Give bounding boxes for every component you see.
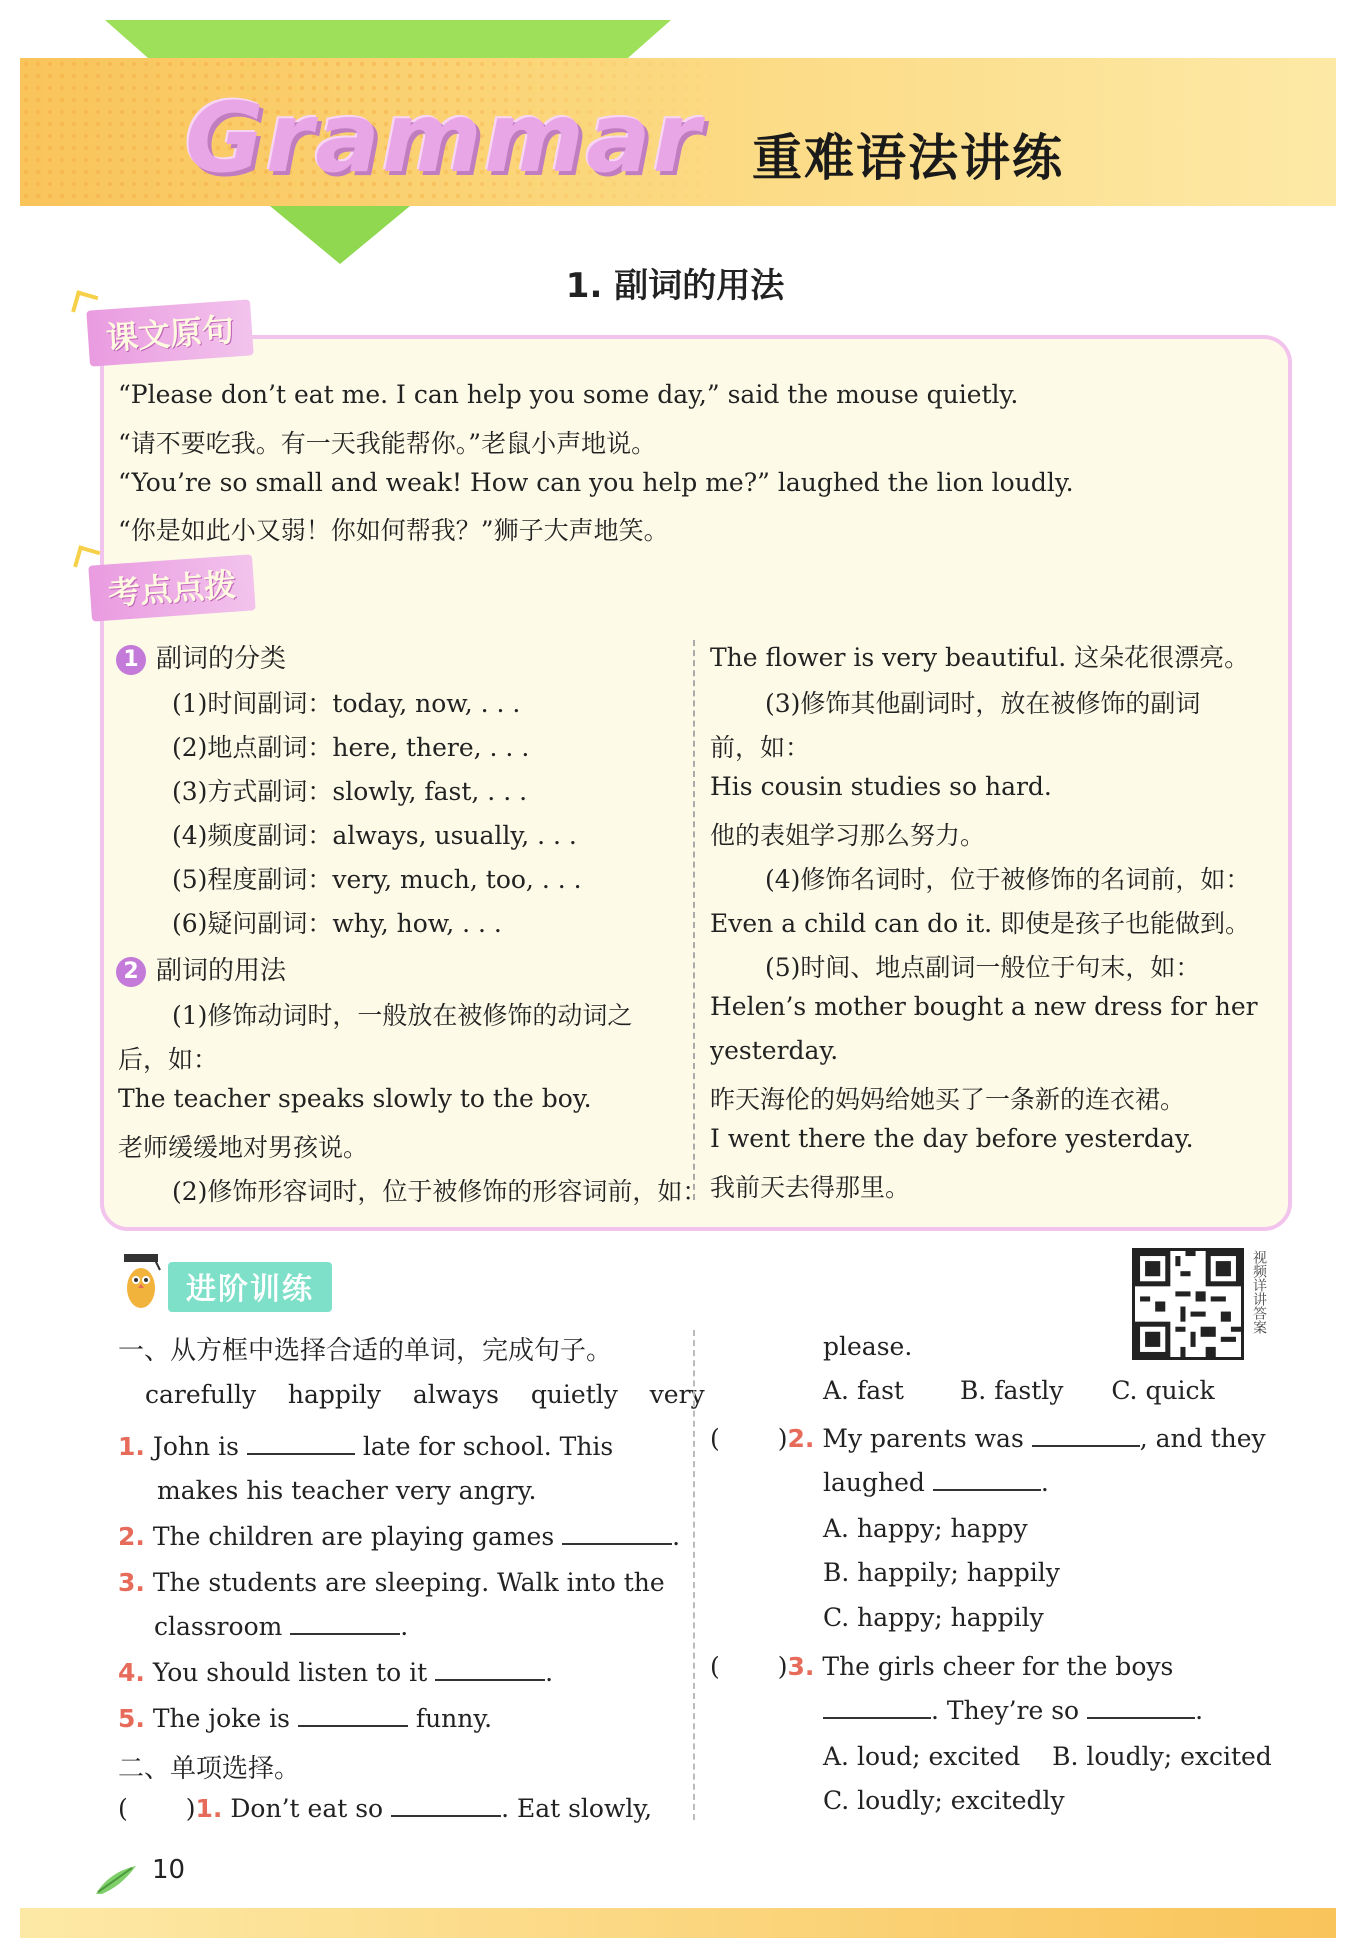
column-divider	[693, 1330, 695, 1820]
option-a[interactable]: A. loud; excited	[823, 1742, 1021, 1771]
answer-blank[interactable]	[435, 1679, 545, 1681]
header-title: 重难语法讲练	[752, 129, 1064, 187]
qr-code-icon[interactable]	[1132, 1248, 1244, 1360]
section-title: 1. 副词的用法	[565, 266, 785, 306]
original-sentence-2-cn: “你是如此小又弱！你如何帮我？”狮子大声地笑。	[118, 516, 669, 545]
tag-original-sentences: 课文原句	[86, 299, 254, 366]
category-frequency: (4)频度副词：always, usually, . . .	[172, 821, 577, 850]
part2-question-3-option-c[interactable]: C. loudly; excitedly	[823, 1786, 1065, 1815]
question-text: funny.	[415, 1704, 493, 1733]
answer-blank[interactable]	[933, 1489, 1041, 1491]
category-manner: (3)方式副词：slowly, fast, . . .	[172, 777, 528, 806]
category-place: (2)地点副词：here, there, . . .	[172, 733, 530, 762]
question-text: The joke is	[152, 1704, 290, 1733]
usage-position-example-cont: yesterday.	[710, 1036, 839, 1065]
word-box	[145, 1380, 705, 1409]
part2-question-3-cont: . They’re so .	[823, 1696, 1203, 1725]
word-option: happily	[287, 1380, 382, 1409]
question-number: 2.	[118, 1522, 145, 1551]
question-text: , and they	[1139, 1424, 1266, 1453]
part1-question-3-cont: classroom .	[154, 1612, 409, 1641]
answer-blank[interactable]	[562, 1543, 672, 1545]
question-text: laughed	[823, 1468, 925, 1497]
original-sentence-1-cn: “请不要吃我。有一天我能帮你。”老鼠小声地说。	[118, 429, 657, 458]
usage-noun-example: Even a child can do it. 即使是孩子也能做到。	[710, 909, 1251, 938]
word-option: quietly	[530, 1380, 618, 1409]
part1-question-4: 4. You should listen to it .	[118, 1658, 554, 1687]
example-adjective: The flower is very beautiful. 这朵花很漂亮。	[710, 643, 1250, 672]
word-option: very	[649, 1380, 705, 1409]
answer-blank[interactable]	[290, 1633, 400, 1635]
question-number: 2.	[787, 1424, 815, 1453]
tag-practice: 进阶训练	[168, 1262, 332, 1312]
part1-question-5	[118, 1704, 492, 1733]
category-interrogative: (6)疑问副词：why, how, . . .	[172, 909, 502, 938]
option-a[interactable]: A. fast	[823, 1376, 904, 1405]
part1-title: 一、从方框中选择合适的单词，完成句子。	[118, 1336, 613, 1366]
answer-blank[interactable]	[1032, 1445, 1140, 1447]
question-text: late for school. This	[362, 1432, 614, 1461]
owl-mascot-icon	[118, 1252, 164, 1312]
original-sentence-1: “Please don’t eat me. I can help you some day,” said the mouse quietly.	[118, 380, 1019, 409]
usage-position-example: Helen’s mother bought a new dress for her	[710, 992, 1258, 1021]
qr-code-label: 视频详讲答案	[1251, 1250, 1267, 1334]
leaf-decoration-icon	[92, 1860, 140, 1900]
part2-question-2-option-c[interactable]: C. happy; happily	[823, 1603, 1044, 1632]
category-degree: (5)程度副词：very, much, too, . . .	[172, 865, 582, 894]
grammar-word-logo: Grammar	[185, 82, 703, 194]
question-number: 5.	[118, 1704, 145, 1733]
heading-adverb-usage-text: 副词的用法	[156, 956, 287, 986]
part2-question-2-option-a[interactable]: A. happy; happy	[823, 1514, 1028, 1543]
word-option: carefully	[145, 1380, 257, 1409]
question-number: 3.	[787, 1652, 815, 1681]
part2-question-2-option-b[interactable]: B. happily; happily	[823, 1558, 1060, 1587]
part2-question-3-options	[823, 1742, 1272, 1771]
part2-question-1-cont: please.	[823, 1332, 913, 1361]
answer-blank[interactable]	[391, 1815, 501, 1817]
page-number: 10	[152, 1855, 186, 1885]
part2-question-1: ( )1. Don’t eat so . Eat slowly,	[118, 1794, 653, 1823]
option-b[interactable]: B. loudly; excited	[1052, 1742, 1272, 1771]
option-c[interactable]: C. quick	[1111, 1376, 1215, 1405]
answer-blank[interactable]	[247, 1453, 355, 1455]
heading-number-2: 2	[116, 957, 146, 987]
question-number: 3.	[118, 1568, 145, 1597]
question-text: John is	[152, 1432, 239, 1461]
part2-question-1-options	[823, 1376, 1215, 1405]
word-option: always	[412, 1380, 500, 1409]
option-b[interactable]: B. fastly	[959, 1376, 1064, 1405]
question-text: Don’t eat so	[230, 1794, 384, 1823]
usage-adverb-rule-cont: 前，如：	[710, 733, 811, 762]
answer-blank[interactable]	[1087, 1717, 1195, 1719]
original-sentence-2: “You’re so small and weak! How can you help me?” laughed the lion loudly.	[118, 468, 1074, 497]
question-text: The students are sleeping. Walk into the	[152, 1568, 665, 1597]
tag-key-points: 考点点拨	[88, 554, 256, 621]
usage-adverb-rule: (3)修饰其他副词时，放在被修饰的副词	[765, 689, 1201, 718]
answer-blank[interactable]	[823, 1717, 931, 1719]
usage-verb-rule-cont: 后，如：	[118, 1045, 219, 1074]
column-divider	[693, 640, 695, 1200]
header-triangle-decoration	[270, 206, 410, 264]
usage-position-example-cn: 昨天海伦的妈妈给她买了一条新的连衣裙。	[710, 1085, 1186, 1114]
question-text: My parents was	[822, 1424, 1024, 1453]
question-text: classroom	[154, 1612, 283, 1641]
question-number: 4.	[118, 1658, 145, 1687]
question-number: 1.	[195, 1794, 223, 1823]
part1-question-3	[118, 1568, 665, 1597]
question-text: . They’re so	[931, 1696, 1080, 1725]
question-text: The girls cheer for the boys	[822, 1652, 1174, 1681]
usage-position-rule: (5)时间、地点副词一般位于句末，如：	[765, 953, 1201, 982]
heading-number-1: 1	[116, 645, 146, 675]
part1-question-1-cont: makes his teacher very angry.	[157, 1476, 537, 1505]
part2-question-2-cont: laughed .	[823, 1468, 1049, 1497]
question-text: The children are playing games	[152, 1522, 555, 1551]
question-number: 1.	[118, 1432, 145, 1461]
usage-position-example-2-cn: 我前天去得那里。	[710, 1173, 911, 1202]
usage-adjective-rule: (2)修饰形容词时，位于被修饰的形容词前，如：	[172, 1177, 708, 1206]
answer-blank[interactable]	[298, 1725, 408, 1727]
heading-adverb-types-text: 副词的分类	[156, 644, 287, 674]
footer-band	[20, 1908, 1336, 1938]
usage-verb-example: The teacher speaks slowly to the boy.	[118, 1084, 592, 1113]
category-time: (1)时间副词：today, now, . . .	[172, 689, 521, 718]
usage-adverb-example: His cousin studies so hard.	[710, 772, 1052, 801]
usage-verb-example-cn: 老师缓缓地对男孩说。	[118, 1133, 369, 1162]
usage-adverb-example-cn: 他的表姐学习那么努力。	[710, 821, 986, 850]
part1-question-1	[118, 1432, 613, 1461]
part1-question-2: 2. The children are playing games .	[118, 1522, 681, 1551]
usage-verb-rule: (1)修饰动词时，一般放在被修饰的动词之	[172, 1001, 633, 1030]
heading-adverb-types	[116, 638, 286, 675]
part2-question-2: ( )2. My parents was , and they	[710, 1424, 1266, 1453]
question-text: You should listen to it	[152, 1658, 428, 1687]
question-text: . Eat slowly,	[501, 1794, 653, 1823]
header-top-banner-decoration	[105, 20, 671, 60]
usage-position-example-2: I went there the day before yesterday.	[710, 1124, 1194, 1153]
heading-adverb-usage	[116, 950, 286, 987]
usage-noun-rule: (4)修饰名词时，位于被修饰的名词前，如：	[765, 865, 1251, 894]
part2-question-3: ( )3. The girls cheer for the boys	[710, 1652, 1174, 1681]
part2-title: 二、单项选择。	[118, 1754, 301, 1784]
